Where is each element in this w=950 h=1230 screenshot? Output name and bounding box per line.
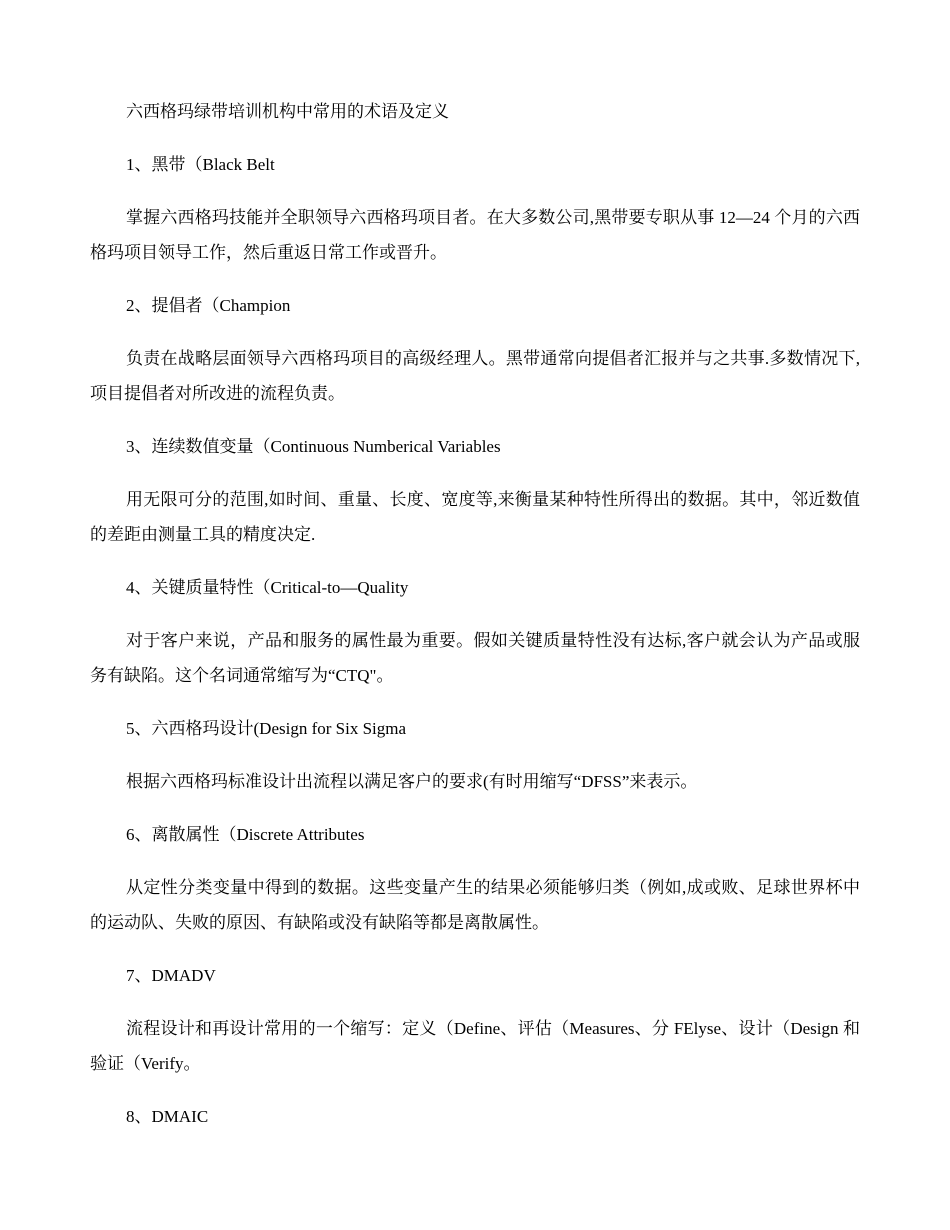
term-heading-ctq: 4、关键质量特性（Critical-to—Quality: [126, 578, 409, 597]
document-title: 六西格玛绿带培训机构中常用的术语及定义: [126, 102, 449, 121]
term-definition-dmadv: 流程设计和再设计常用的一个缩写：定义（Define、评估（Measures、分 FElyse、设计（Design 和验证（Verify。: [90, 1019, 860, 1073]
document-content: [90, 94, 860, 1152]
term-heading-black-belt: 1、黑带（Black Belt: [126, 155, 275, 174]
term-definition-ctq: 对于客户来说，产品和服务的属性最为重要。假如关键质量特性没有达标,客户就会认为产品或服务有缺陷。这个名词通常缩写为“CTQ"。: [90, 631, 860, 685]
term-definition-black-belt: 掌握六西格玛技能并全职领导六西格玛项目者。在大多数公司,黑带要专职从事 12—24 个月的六西格玛项目领导工作，然后重返日常工作或晋升。: [90, 208, 860, 262]
term-definition-discrete-attributes: 从定性分类变量中得到的数据。这些变量产生的结果必须能够归类（例如,成或败、足球世界杯中的运动队、失败的原因、有缺陷或没有缺陷等都是离散属性。: [90, 878, 860, 932]
term-heading-champion: 2、提倡者（Champion: [126, 296, 291, 315]
term-heading-dmadv: 7、DMADV: [126, 966, 216, 985]
term-heading-dmaic: 8、DMAIC: [126, 1107, 209, 1126]
term-definition-champion: 负责在战略层面领导六西格玛项目的高级经理人。黑带通常向提倡者汇报并与之共事.多数情况下,项目提倡者对所改进的流程负责。: [90, 349, 860, 403]
term-definition-dfss: 根据六西格玛标准设计出流程以满足客户的要求(有时用缩写“DFSS”来表示。: [126, 772, 698, 791]
term-heading-dfss: 5、六西格玛设计(Design for Six Sigma: [126, 719, 407, 738]
term-heading-continuous-variables: 3、连续数值变量（Continuous Numberical Variables: [126, 437, 501, 456]
term-definition-continuous-variables: 用无限可分的范围,如时间、重量、长度、宽度等,来衡量某种特性所得出的数据。其中，邻近数值的差距由测量工具的精度决定.: [90, 490, 860, 544]
term-heading-discrete-attributes: 6、离散属性（Discrete Attributes: [126, 825, 365, 844]
